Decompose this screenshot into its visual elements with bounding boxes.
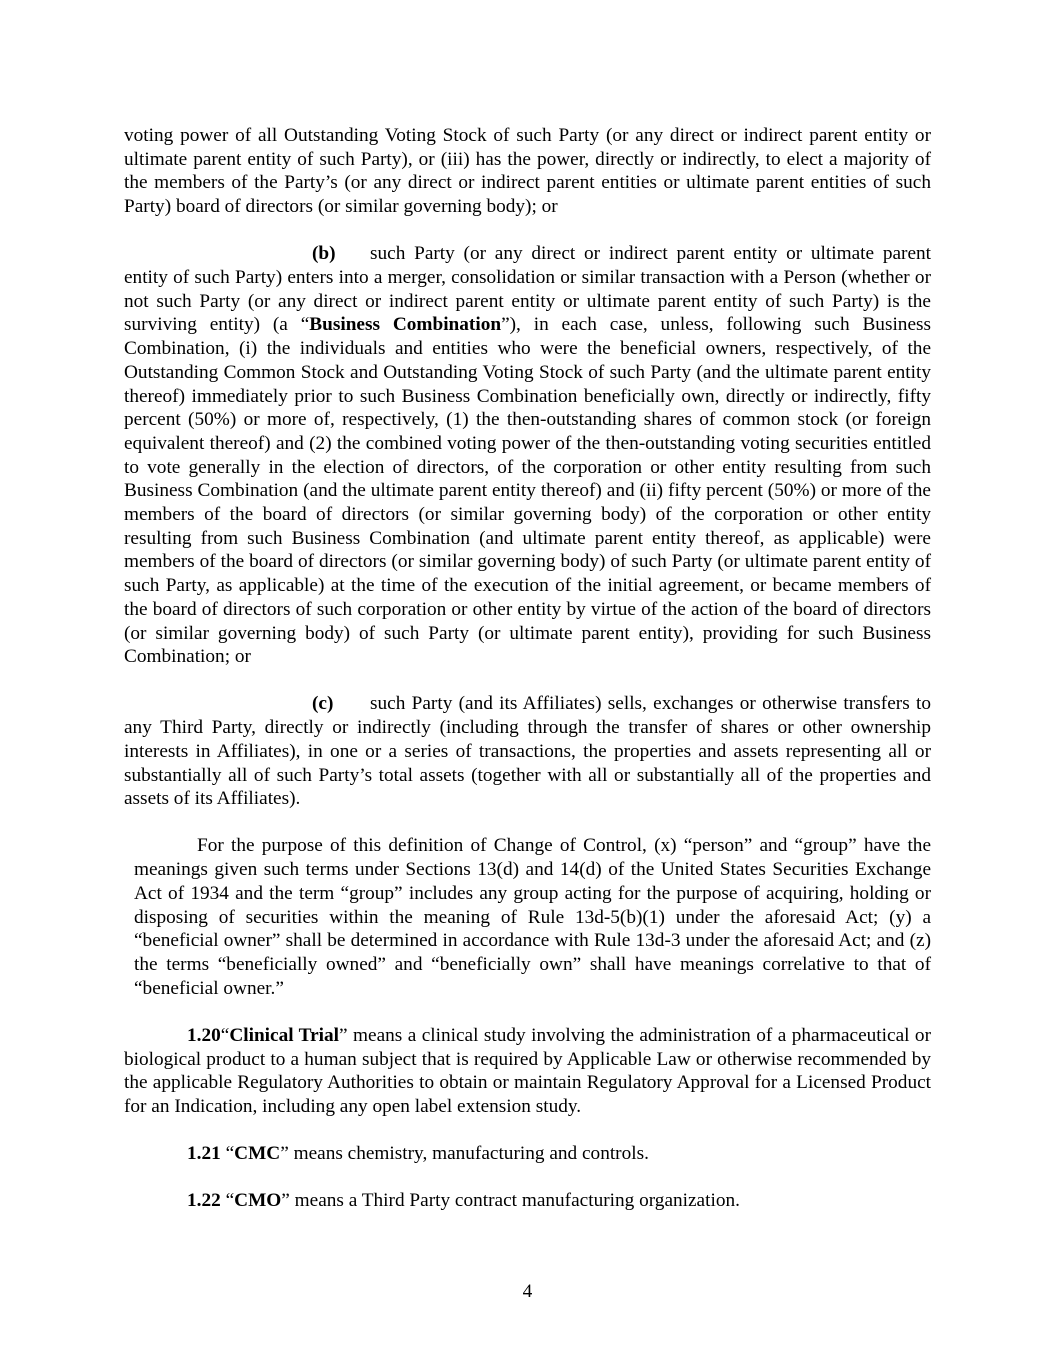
definition-body: ” means a Third Party contract manufacturing organization.: [281, 1190, 740, 1212]
definition-open-quote: “: [220, 1143, 235, 1165]
clause-c-text: such Party (and its Affiliates) sells, exchanges or otherwise transfers to any Third Party, directly or indirectly (including through the transfer of shares or other ownership interests in Affiliates), in one or a series of transactions, the properties and assets representing all or substantially all of such Party’s total assets (together with all or substantially all of the properties and assets of its Affiliates).: [124, 693, 931, 810]
definition-body: ” means chemistry, manufacturing and controls.: [280, 1143, 649, 1165]
clause-b-marker: (b): [312, 243, 336, 265]
definition-clinical-trial: [124, 1024, 931, 1119]
definition-cmc: [124, 1142, 931, 1166]
definition-cmo: [124, 1189, 931, 1213]
clause-b-text-2: ”), in each case, unless, following such Business Combination, (i) the individuals and entities who were the beneficial owners, respectively, of the Outstanding Common Stock and Outstanding Voting Stock of such Party (and the ultimate parent entity thereof) immediately prior to such Business Combination beneficially own, directly or indirectly, fifty percent (50%) or more of, respectively, (1) the then-outstanding shares of common stock (or foreign equivalent thereof) and (2) the combined voting power of the then-outstanding voting securities entitled to vote generally in the election of directors, of the corporation or other entity resulting from such Business Combination (and the ultimate parent entity thereof) and (ii) fifty percent (50%) or more of the members of the board of directors (or similar governing body) of the corporation or other entity resulting from such Business Combination (and ultimate parent entity thereof, as applicable) were members of the board of directors (or similar governing body) of such Party (or ultimate parent entity of such Party, as applicable) at the time of the execution of the initial agreement, or became members of the board of directors of such corporation or other entity by virtue of the action of the board of directors (or similar governing body) of such Party (or ultimate parent entity), providing for such Business Combination; or: [124, 314, 932, 668]
page-number: 4: [522, 1281, 533, 1302]
clause-c-marker: (c): [312, 693, 334, 715]
definition-term: CMO: [234, 1190, 282, 1212]
clause-b-text-1: such Party (or any direct or indirect parent entity or ultimate parent entity of such Party) enters into a merger, consolidation or similar transaction with a Person (whether or not such Party (or any direct or indirect parent entity or ultimate parent entity of such Party) is the surviving entity) (a “: [124, 243, 931, 336]
purpose-note: For the purpose of this definition of Change of Control, (x) “person” and “group” have the meanings given such terms under Sections 13(d) and 14(d) of the United States Securities Exchange Act of 1934 and the term “group” includes any group acting for the purpose of acquiring, holding or disposing of securities within the meaning of Rule 13d-5(b)(1) under the aforesaid Act; (y) a “beneficial owner” shall be determined in accordance with Rule 13d-3 under the aforesaid Act; and (z) the terms “beneficially owned” and “beneficially own” shall have meanings correlative to that of “beneficial owner.”: [134, 835, 931, 999]
definition-open-quote: “: [220, 1024, 230, 1046]
definition-term: CMC: [234, 1143, 281, 1165]
continuation-paragraph: voting power of all Outstanding Voting Stock of such Party (or any direct or indirect parent entity or ultimate parent entity of such Party), or (iii) has the power, directly or indirectly, to elect a majority of the members of the Party’s (or any direct or indirect parent entities or ultimate parent entities of such Party) board of directors (or similar governing body); or: [124, 125, 931, 218]
definition-term: Clinical Trial: [229, 1024, 340, 1046]
business-combination-term: Business Combination: [309, 314, 502, 336]
clause-c: [124, 692, 931, 811]
definition-open-quote: “: [220, 1190, 235, 1212]
definition-number: 1.21: [187, 1143, 221, 1165]
definition-number: 1.22: [187, 1190, 221, 1212]
clause-b: [124, 242, 931, 669]
definition-body: ” means a clinical study involving the administration of a pharmaceutical or biological product to a human subject that is required by Applicable Law or otherwise recommended by the applicable Regulatory Authorities to obtain or maintain Regulatory Approval for a Licensed Product for an Indication, including any open label extension study.: [124, 1024, 931, 1118]
document-page: [124, 124, 931, 1213]
definition-number: 1.20: [187, 1024, 221, 1046]
